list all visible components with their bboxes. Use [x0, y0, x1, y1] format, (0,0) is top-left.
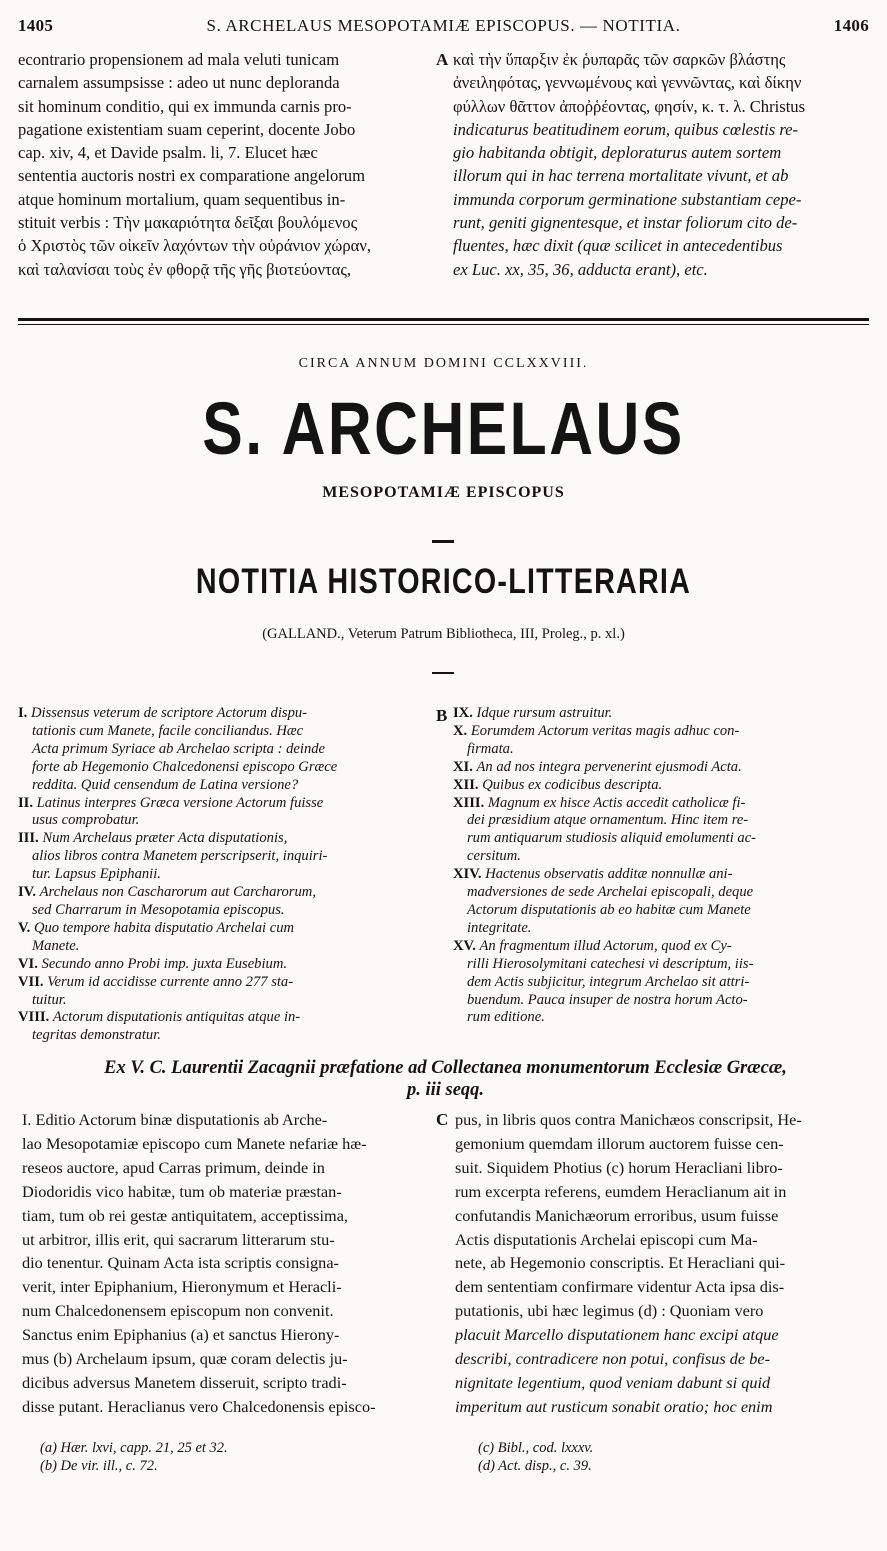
toc-entry-text: Archelaus non Cascharorum aut Carcharorum, [39, 884, 316, 901]
toc-entry-number: XI. [453, 758, 477, 775]
text-line: cap. xiv, 4, et Davide psalm. li, 7. Elucet hæc [18, 143, 318, 163]
toc-entry-number: XII. [453, 776, 483, 793]
toc-entry-text: An ad nos integra pervenerint ejusmodi Acta. [476, 758, 742, 775]
toc-entry-line [453, 830, 869, 848]
toc-entry-text: Hactenus observatis additæ nonnullæ ani- [485, 866, 733, 883]
toc-entry-line [18, 830, 434, 848]
toc-entry-text: Quibus ex codicibus descripta. [482, 776, 663, 793]
toc-entry-line [453, 992, 869, 1010]
main-left-column [22, 1108, 434, 1419]
text-line: ex Luc. xx, 35, 36, adducta erant), etc. [453, 259, 708, 279]
toc-entry-text: tegritas demonstratur. [32, 1027, 161, 1044]
toc-entry-line [18, 741, 434, 759]
toc-entry-text: dem Actis subjicitur, integrum Archelao sit attri- [467, 973, 750, 990]
text-line: Sanctus enim Epiphanius (a) et sanctus Hierony- [22, 1325, 340, 1345]
toc-entry-line [18, 1027, 434, 1045]
toc-entry-line [18, 777, 434, 795]
toc-entry-line [18, 795, 434, 813]
text-line: placuit Marcello disputationem hanc excipi atque [455, 1325, 779, 1345]
notitia-heading: NOTITIA HISTORICO-LITTERARIA [195, 562, 692, 601]
footnotes-left [40, 1440, 420, 1475]
text-line: I. Editio Actorum binæ disputationis ab Arche- [22, 1110, 328, 1129]
footnote: (b) De vir. ill., c. 72. [40, 1457, 158, 1474]
text-line: tiam, tum ob rei gestæ antiquitatem, acceptissima, [22, 1205, 348, 1225]
text-line: nignitate legentium, quod veniam dabunt si quid [455, 1372, 771, 1392]
text-line: fluentes, hæc dixit (quæ scilicet in antecedentibus [453, 236, 783, 256]
toc-entry-line [18, 884, 434, 902]
toc-entry-text: rilli Hierosolymitani catechesi vi descriptum, iis- [467, 955, 754, 972]
toc-entry-text: Dissensus veterum de scriptore Actorum dispu- [30, 705, 308, 721]
text-line: rum excerpta referens, eumdem Heraclianum ait in [455, 1181, 787, 1201]
toc-entry-line [453, 902, 869, 920]
toc-entry-line [18, 902, 434, 920]
toc-entry-line [18, 938, 434, 956]
toc-entry-text: alios libros contra Manetem perscripserit, inquiri- [32, 848, 328, 865]
toc-entry-text: tationis cum Manete, facile conciliandus. Hæc [32, 722, 304, 739]
toc-entry-text: firmata. [467, 740, 514, 757]
toc-entry-number: IX. [453, 705, 477, 721]
toc-entry-number: III. [18, 830, 43, 847]
toc-entry-text: Verum id accidisse currente anno 277 sta- [47, 973, 294, 990]
page-number-left: 1405 [18, 16, 54, 35]
toc-entry-number: V. [18, 919, 34, 936]
toc-entry-text: Latinus interpres Græca versione Actorum fuisse [36, 794, 324, 811]
text-line: carnalem assumpsisse : adeo ut nunc deploranda [18, 73, 340, 93]
text-line: disse putant. Heraclianus vero Chalcedonensis episco- [22, 1396, 376, 1416]
top-left-column [18, 48, 436, 281]
toc-entry-text: tuitur. [32, 991, 67, 1008]
text-line: lao Mesopotamiæ episcopo cum Manete nefariæ hæ- [22, 1133, 367, 1153]
text-line: confutandis Manichæorum erroribus, usum fuisse [455, 1205, 779, 1225]
toc-entry-line [453, 812, 869, 830]
toc-entry-text: Num Archelaus præter Acta disputationis, [42, 830, 288, 847]
text-line: sententia auctoris nostri ex comparatione angelorum [18, 166, 365, 186]
text-line: nete, ab Hegemonio conscriptis. Et Heracliani qui- [455, 1253, 786, 1273]
toc-entry-line [18, 812, 434, 830]
text-line: stituit verbis : Τὴν μακαριότητα δεῖξαι βουλόμενος [18, 213, 358, 233]
text-line: atque hominum mortalium, quam sequentibus in- [18, 189, 346, 209]
toc-entry-line [18, 1009, 434, 1027]
toc-entry-line [453, 956, 869, 974]
text-line: econtrario propensionem ad mala veluti tunicam [18, 50, 340, 69]
toc-entry-line [18, 974, 434, 992]
divider-dash-1 [432, 540, 454, 543]
toc-entry-text: cersitum. [467, 848, 521, 865]
toc-entry-text: integritate. [467, 919, 532, 936]
toc-entry-text: reddita. Quid censendum de Latina versione? [32, 776, 299, 793]
toc-entry-line [453, 777, 869, 795]
toc-entry-text: sed Charrarum in Mesopotamia episcopus. [32, 901, 285, 918]
toc-entry-line [18, 759, 434, 777]
toc-entry-text: rum antiquarum studiosis aliquid emolumenti ac- [467, 830, 757, 847]
text-line: φύλλων θᾶττον ἀποῤῥέοντας, φησίν, κ. τ. λ. Christus [453, 96, 806, 116]
text-line: ἀνειληφότας, γεννωμένους καὶ γεννῶντας, καὶ δίκην [453, 73, 802, 93]
text-line: illorum qui in hac terrena mortalitate vivunt, et ab [453, 166, 789, 186]
toc-entry-line [453, 759, 869, 777]
text-line: Actis disputationis Archelai episcopi cum Ma- [455, 1229, 758, 1249]
main-right-column [455, 1108, 869, 1419]
toc-entry-number: VII. [18, 973, 48, 990]
text-line: imperitum aut rusticum sonabit oratio; hoc enim [455, 1396, 773, 1416]
text-line: num Chalcedonensem episcopum non convenit. [22, 1301, 334, 1321]
toc-entry-text: Secundo anno Probi imp. juxta Eusebium. [41, 955, 288, 972]
main-title: S. ARCHELAUS [202, 387, 685, 470]
toc-entry-line [18, 705, 434, 723]
toc-entry-number: XIII. [453, 794, 488, 811]
toc-entry-text: Manete. [32, 937, 80, 954]
toc-entry-line [18, 992, 434, 1010]
toc-entry-line [453, 705, 869, 723]
toc-entry-line [18, 956, 434, 974]
toc-entry-line [453, 741, 869, 759]
text-line: καὶ τὴν ὕπαρξιν ἐκ ῥυπαρᾶς τῶν σαρκῶν βλάστης [453, 50, 786, 69]
excerpt-heading-line-1: Ex V. C. Laurentii Zacagnii præfatione ad Collectanea monumentorum Ecclesiæ Græcæ, [104, 1058, 787, 1078]
text-line: mus (b) Archelaum ipsum, quæ coram delectis ju- [22, 1349, 348, 1369]
running-head-title: S. ARCHELAUS MESOPOTAMIÆ EPISCOPUS. — NOTITIA. [206, 16, 681, 35]
text-line: gio habitanda obtigit, deploraturus autem sortem [453, 143, 782, 163]
toc-entry-number: VI. [18, 955, 42, 972]
double-rule-thick [18, 318, 869, 321]
footnote: (c) Bibl., cod. lxxxv. [478, 1440, 594, 1456]
toc-entry-line [453, 795, 869, 813]
text-line: sit hominum conditio, qui ex immunda carnis pro- [18, 96, 352, 116]
margin-mark-a: A [436, 50, 449, 69]
toc-entry-text: An fragmentum illud Actorum, quod ex Cy- [479, 937, 732, 954]
toc-entry-number: II. [18, 794, 37, 811]
text-line: suit. Siquidem Photius (c) horum Heracliani libro- [455, 1157, 783, 1177]
text-line: ut arbitror, illis erit, qui sacrarum litterarum stu- [22, 1229, 335, 1249]
text-line: runt, geniti gignentesque, et instar foliorum cito de- [453, 213, 798, 233]
toc-entry-line [18, 723, 434, 741]
divider-dash-2 [432, 672, 454, 674]
text-line: describi, contradicere non potui, confisus de be- [455, 1349, 771, 1369]
toc-entry-text: Idque rursum astruitur. [476, 705, 613, 721]
text-line: καὶ ταλανίσαι τοὺς ἐν φθορᾷ τῆς γῆς βιοτεύοντας, [18, 259, 352, 279]
text-line: verit, inter Epiphanium, Hieronymum et Heracli- [22, 1277, 342, 1297]
subtitle: MESOPOTAMIÆ EPISCOPUS [322, 484, 565, 501]
text-line: Diodoridis vico habitæ, tum ob materiæ præstan- [22, 1181, 342, 1201]
toc-entry-text: madversiones de sede Archelai episcopali, deque [467, 884, 754, 901]
running-head [18, 12, 869, 42]
excerpt-heading [22, 1057, 869, 1101]
source-citation: (GALLAND., Veterum Patrum Bibliotheca, III, Proleg., p. xl.) [262, 626, 625, 642]
text-line: ὁ Χριστὸς τῶν οἰκεῖν λαχόντων τὴν οὐράνιον χώραν, [18, 236, 371, 256]
toc-entry-number: X. [453, 722, 471, 739]
toc-entry-line [453, 1009, 869, 1027]
toc-entry-text: rum editione. [467, 1009, 545, 1026]
toc-entry-text: forte ab Hegemonio Chalcedonensi episcopo Græce [32, 758, 338, 775]
margin-mark-b: B [436, 706, 448, 725]
toc-entry-line [453, 723, 869, 741]
toc-entry-number: IV. [18, 884, 40, 901]
excerpt-heading-line-2: p. iii seqq. [406, 1080, 485, 1100]
toc-entry-text: Magnum ex hisce Actis accedit catholicæ fi- [487, 794, 746, 811]
toc-entry-text: tur. Lapsus Epiphanii. [32, 866, 161, 883]
toc-entry-line [18, 920, 434, 938]
toc-entry-line [453, 938, 869, 956]
text-line: dem sententiam confirmare videntur Acta ipsa dis- [455, 1277, 785, 1297]
circa-line: CIRCA ANNUM DOMINI CCLXXVIII. [298, 356, 589, 371]
toc-entry-text: Eorumdem Actorum veritas magis adhuc con- [470, 722, 740, 739]
toc-entry-number: VIII. [18, 1009, 53, 1026]
text-line: pagatione existentiam suam ceperint, docente Jobo [18, 119, 356, 139]
margin-mark-c: C [436, 1110, 449, 1129]
toc-entry-text: Quo tempore habita disputatio Archelai cum [33, 919, 295, 936]
toc-right-column [453, 705, 869, 1027]
page-number-right: 1406 [833, 16, 869, 35]
double-rule-thin [18, 324, 869, 325]
footnote: (a) Hær. lxvi, capp. 21, 25 et 32. [40, 1440, 228, 1456]
toc-left-column [18, 705, 434, 1045]
text-line: putationis, ubi hæc legimus (d) : Quoniam vero [455, 1301, 764, 1321]
toc-entry-line [453, 866, 869, 884]
toc-entry-text: dei præsidium atque ornamentum. Hinc item re- [467, 812, 749, 829]
toc-entry-line [453, 920, 869, 938]
top-right-column [453, 48, 869, 281]
text-line: indicaturus beatitudinem eorum, quibus cœlestis re- [453, 119, 799, 139]
toc-entry-line [18, 848, 434, 866]
toc-entry-line [18, 866, 434, 884]
toc-entry-text: Actorum disputationis ab eo habitæ cum Manete [467, 901, 751, 918]
toc-entry-text: Acta primum Syriace ab Archelao scripta : deinde [32, 740, 326, 757]
toc-entry-number: XIV. [453, 866, 486, 883]
text-line: gemonium quemdam illorum auctorem fuisse cen- [455, 1133, 784, 1153]
footnotes-right [478, 1440, 858, 1475]
toc-entry-number: XV. [453, 937, 480, 954]
text-line: dicibus adversus Manetem disseruit, scripto tradi- [22, 1372, 347, 1392]
text-line: reseos auctore, apud Carras primum, deinde in [22, 1157, 325, 1177]
text-line: immunda corporum germinatione substantiam cepe- [453, 189, 802, 209]
toc-entry-line [453, 884, 869, 902]
toc-entry-line [453, 974, 869, 992]
toc-entry-text: usus comprobatur. [32, 812, 140, 829]
toc-entry-text: buendum. Pauca insuper de nostra horum Acto- [467, 991, 748, 1008]
toc-entry-text: Actorum disputationis antiquitas atque in- [52, 1009, 301, 1026]
toc-entry-number: I. [18, 705, 31, 721]
footnote: (d) Act. disp., c. 39. [478, 1457, 592, 1474]
toc-entry-line [453, 848, 869, 866]
text-line: dio tenentur. Quinam Acta ista scriptis consigna- [22, 1253, 339, 1273]
text-line: pus, in libris quos contra Manichæos conscripsit, He- [455, 1110, 802, 1129]
